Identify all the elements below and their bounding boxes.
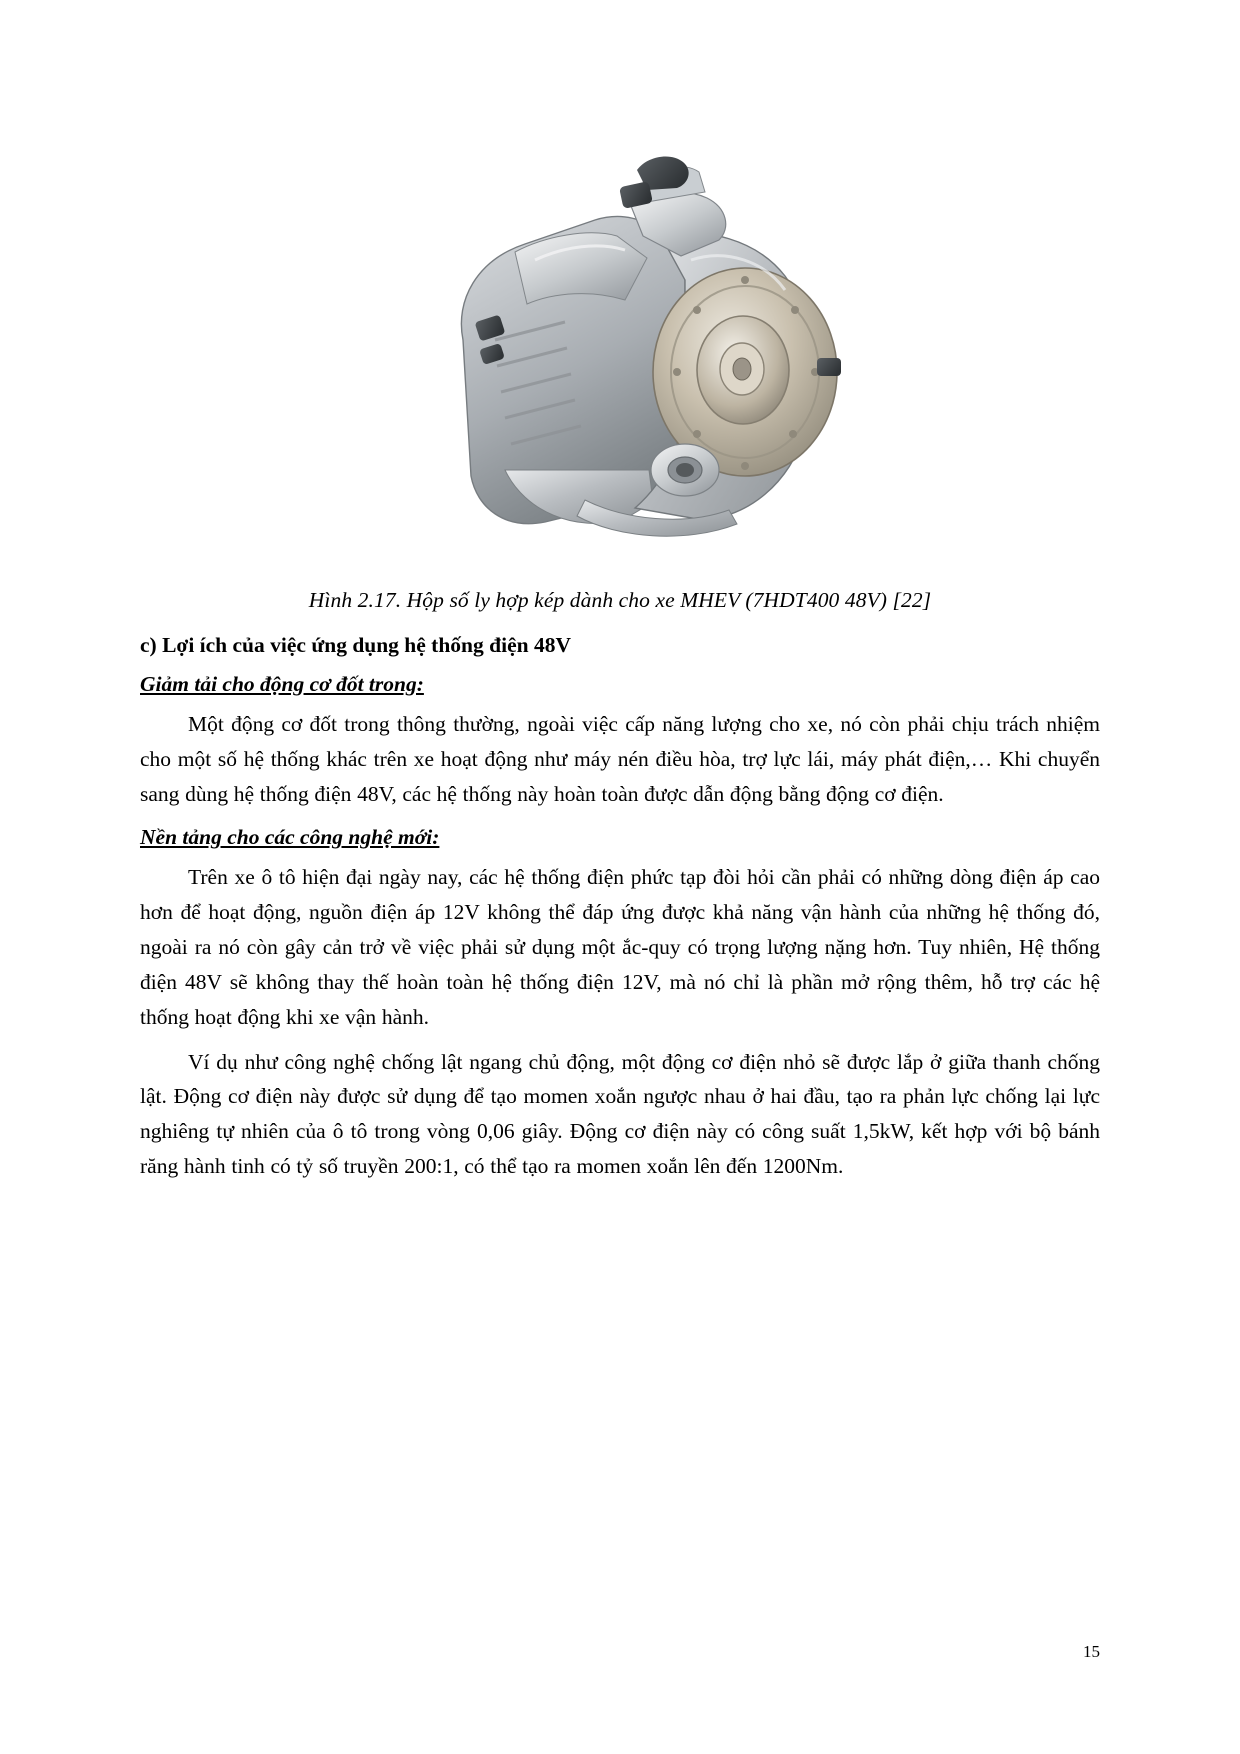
subheading-1: Giảm tải cho động cơ đốt trong: — [140, 672, 424, 696]
figure-block — [140, 140, 1100, 613]
subheading-2: Nền tảng cho các công nghệ mới: — [140, 825, 440, 850]
transmission-photo — [385, 140, 855, 560]
paragraph-3: Ví dụ như công nghệ chống lật ngang chủ động, một động cơ điện nhỏ sẽ được lắp ở giữa thanh chống lật. Động cơ điện này được sử dụng để tạo momen xoắn ngược nhau ở hai đầu, tạo ra phản lực chống lại lực nghiêng tự nhiên của ô tô trong vòng 0,06 giây. Động cơ điện này có công suất 1,5kW, kết hợp với bộ bánh răng hành tinh có tỷ số truyền 200:1, có thể tạo ra momen xoắn lên đến 1200Nm. — [140, 1049, 1100, 1179]
gearbox-illustration — [385, 140, 855, 560]
page-number: 15 — [1083, 1642, 1100, 1661]
paragraph-2: Trên xe ô tô hiện đại ngày nay, các hệ thống điện phức tạp đòi hỏi cần phải có những dòng điện áp cao hơn để hoạt động, nguồn điện áp 12V không thể đáp ứng được khả năng vận hành của những hệ thống đó, ngoài ra nó còn gây cản trở về việc phải sử dụng một ắc-quy có trọng lượng nặng hơn. Tuy nhiên, Hệ thống điện 48V sẽ không thay thế hoàn toàn hệ thống điện 12V, mà nó chỉ là phần mở rộng thêm, hỗ trợ các hệ thống hoạt động khi xe vận hành. — [140, 865, 1100, 1029]
figure-caption: Hình 2.17. Hộp số ly hợp kép dành cho xe MHEV (7HDT400 48V) [22] — [308, 588, 932, 612]
section-heading-c: c) Lợi ích của việc ứng dụng hệ thống điện 48V — [140, 633, 571, 657]
paragraph-1: Một động cơ đốt trong thông thường, ngoài việc cấp năng lượng cho xe, nó còn phải chịu trách nhiệm cho một số hệ thống khác trên xe hoạt động như máy nén điều hòa, trợ lực lái, máy phát điện,… Khi chuyển sang dùng hệ thống điện 48V, các hệ thống này hoàn toàn được dẫn động bằng động cơ điện. — [140, 712, 1100, 806]
